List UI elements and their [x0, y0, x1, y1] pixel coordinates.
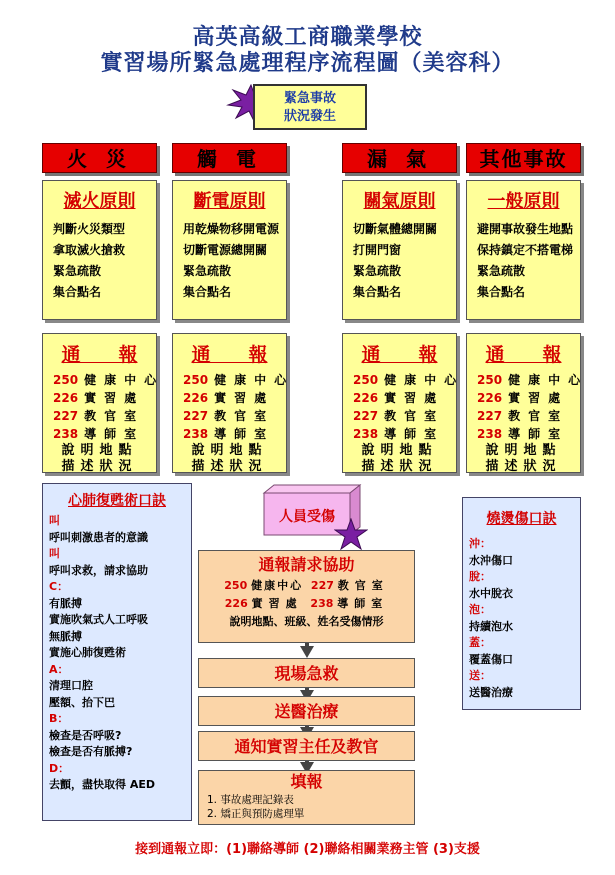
contact-row	[43, 425, 156, 443]
report-footer-status: 描述狀況	[61, 459, 138, 474]
list-item: 用乾燥物移開電源	[183, 222, 280, 236]
cpr-line: 叫	[49, 514, 60, 527]
notify-label: 通知實習主任及教官	[234, 737, 379, 756]
list-item: 避開事故發生地點	[477, 222, 574, 236]
list-item: 保持鎮定不搭電梯	[477, 243, 574, 257]
hospital-label: 送醫治療	[274, 702, 339, 721]
contact-label: 實習處	[214, 391, 275, 405]
list-item: 集合點名	[477, 285, 526, 299]
first-aid-step	[198, 658, 415, 688]
contact-label: 導師室	[214, 427, 275, 441]
list-item: 切斷氣體總開關	[353, 222, 438, 236]
report-footer-location: 說明地點	[485, 443, 562, 458]
report-heading: 通 報	[61, 344, 138, 366]
cpr-line: 有脈搏	[49, 596, 82, 610]
cpr-line: D：	[49, 761, 70, 775]
contact-row	[173, 371, 295, 389]
gas-report-box	[342, 333, 465, 474]
contact-label: 教官室	[214, 409, 275, 423]
list-item: 拿取滅火搶救	[53, 243, 126, 257]
gas-principle-box	[342, 180, 457, 320]
star-icon	[334, 518, 368, 550]
list-item: 集合點名	[353, 285, 402, 299]
report-form-title: 填報	[290, 772, 323, 791]
list-item: 集合點名	[53, 285, 102, 299]
contact-label: 健康中心	[214, 373, 295, 387]
category-gas: 漏 氣	[342, 143, 457, 173]
report-footer-status: 描述狀況	[485, 459, 562, 474]
cpr-line: 無脈搏	[49, 629, 82, 643]
cpr-line: 呼叫刺激患者的意識	[49, 530, 148, 544]
contact-number: 227	[53, 409, 79, 423]
contact-row	[343, 389, 456, 407]
contact-number: 238	[53, 427, 79, 441]
burn-line: 蓋：	[469, 636, 491, 649]
burn-line: 持續泡水	[469, 619, 513, 633]
contact-label: 教官室	[384, 409, 445, 423]
fire-principle-box	[42, 180, 157, 320]
help-note: 說明地點、班級、姓名受傷情形	[229, 615, 384, 628]
cpr-line: 檢查是否有脈搏?	[49, 745, 133, 758]
other-report-box	[466, 333, 589, 474]
contact-number: 238	[477, 427, 503, 441]
list-item: 打開門窗	[353, 243, 402, 257]
hospital-step	[198, 696, 415, 726]
cpr-title: 心肺復甦術口訣	[68, 493, 166, 509]
other-principle-box	[466, 180, 581, 320]
burn-title: 燒燙傷口訣	[486, 511, 557, 527]
contact-number: 238	[310, 597, 334, 610]
contact-label: 健康中心	[84, 373, 165, 387]
help-request-box	[198, 550, 415, 643]
electric-principle-title: 斷電原則	[193, 191, 266, 212]
contact-number: 226	[53, 391, 79, 405]
contact-number: 226	[224, 597, 248, 610]
contact-label: 健康中心	[508, 373, 589, 387]
contact-number: 250	[353, 373, 379, 387]
burn-line: 水沖傷口	[469, 553, 513, 567]
electric-principle-box	[172, 180, 287, 320]
cpr-line: 叫	[49, 547, 60, 560]
report-footer-status: 描述狀況	[191, 459, 268, 474]
burn-line: 沖：	[469, 537, 491, 550]
help-title: 通報請求協助	[258, 555, 355, 574]
fire-report-box	[42, 333, 165, 474]
page-subtitle: 實習場所緊急處理程序流程圖（美容科）	[100, 51, 515, 76]
contact-label: 教官室	[84, 409, 145, 423]
contact-row	[343, 407, 456, 425]
list-item: 集合點名	[183, 285, 232, 299]
contact-label: 導師室	[508, 427, 569, 441]
cpr-line: 清理口腔	[49, 679, 93, 692]
report-footer-location: 說明地點	[361, 443, 438, 458]
contact-label: 實習處	[508, 391, 569, 405]
contact-number: 227	[183, 409, 209, 423]
burn-line: 送醫治療	[469, 685, 513, 699]
contact-row	[343, 425, 456, 443]
first-aid-label: 現場急救	[274, 664, 339, 683]
contact-row	[173, 425, 286, 443]
category-other: 其他事故	[466, 143, 581, 173]
contact-label: 教官室	[337, 579, 389, 592]
cpr-line: A：	[49, 662, 69, 676]
cpr-line: C：	[49, 580, 69, 593]
contact-row	[343, 371, 465, 389]
contact-row	[173, 389, 286, 407]
burn-line: 送：	[469, 669, 491, 682]
contact-number: 238	[183, 427, 209, 441]
list-item: 1. 事故處理記錄表	[207, 794, 294, 806]
cpr-mnemonic-box	[42, 483, 192, 821]
burn-line: 覆蓋傷口	[469, 652, 513, 666]
contact-label: 實習處	[384, 391, 445, 405]
cpr-line: B：	[49, 712, 69, 725]
report-heading: 通 報	[485, 344, 562, 366]
footer-instruction: 接到通報立即：(1)聯絡導師 (2)聯絡相關業務主管 (3)支援	[135, 842, 480, 857]
notify-step	[198, 731, 415, 761]
contact-label: 導師室	[337, 597, 389, 610]
list-item: 2. 矯正與預防處理單	[207, 808, 305, 820]
contact-row	[467, 425, 580, 443]
report-footer-location: 說明地點	[61, 443, 138, 458]
other-principle-title: 一般原則	[487, 191, 560, 212]
contact-number: 250	[477, 373, 503, 387]
category-electric: 觸 電	[172, 143, 287, 173]
contact-row	[43, 407, 156, 425]
fire-principle-title: 滅火原則	[63, 191, 136, 212]
report-heading: 通 報	[361, 344, 438, 366]
cpr-line: 呼叫求救，請求協助	[49, 563, 148, 577]
burn-mnemonic-box	[462, 497, 581, 710]
cpr-line: 去顫，盡快取得 AED	[49, 778, 155, 791]
contact-number: 226	[183, 391, 209, 405]
report-footer-location: 說明地點	[191, 443, 268, 458]
list-item: 緊急疏散	[53, 264, 102, 278]
cpr-line: 實施吹氣式人工呼吸	[49, 613, 148, 626]
report-heading: 通 報	[191, 344, 268, 366]
list-item: 切斷電源總開關	[183, 243, 268, 257]
cpr-line: 壓額、抬下巴	[49, 695, 115, 709]
contact-label: 實習處	[84, 391, 145, 405]
report-footer-status: 描述狀況	[361, 459, 438, 474]
contact-number: 226	[353, 391, 379, 405]
arrow-down-icon	[300, 646, 314, 658]
contact-label: 實習處	[251, 597, 303, 610]
contact-number: 250	[53, 373, 79, 387]
list-item: 緊急疏散	[353, 264, 402, 278]
contact-number: 250	[224, 579, 248, 592]
electric-report-box	[172, 333, 295, 474]
contact-number: 238	[353, 427, 379, 441]
contact-row	[467, 389, 580, 407]
contact-number: 227	[477, 409, 503, 423]
contact-row	[43, 371, 165, 389]
contact-number: 250	[183, 373, 209, 387]
burn-line: 泡：	[469, 603, 491, 616]
list-item: 緊急疏散	[477, 264, 526, 278]
contact-number: 227	[310, 579, 334, 592]
contact-label: 教官室	[508, 409, 569, 423]
contact-row	[467, 371, 589, 389]
gas-principle-title: 關氣原則	[363, 191, 436, 212]
contact-number: 226	[477, 391, 503, 405]
contact-row	[173, 407, 286, 425]
contact-label: 健康中心	[251, 579, 304, 592]
contact-number: 227	[353, 409, 379, 423]
contact-label: 導師室	[384, 427, 445, 441]
event-line2: 狀況發生	[283, 109, 336, 124]
cpr-line: 實施心肺復甦術	[49, 646, 126, 659]
contact-label: 健康中心	[384, 373, 465, 387]
contact-label: 導師室	[84, 427, 145, 441]
injury-label: 人員受傷	[279, 509, 335, 525]
page-title: 高英高級工商職業學校	[192, 25, 423, 50]
contact-row	[43, 389, 156, 407]
contact-row	[467, 407, 580, 425]
event-line1: 緊急事故	[283, 91, 336, 106]
cpr-line: 檢查是否呼吸?	[49, 728, 122, 742]
report-form-step	[198, 770, 415, 825]
list-item: 緊急疏散	[183, 264, 232, 278]
burn-line: 水中脫衣	[469, 586, 513, 600]
list-item: 判斷火災類型	[53, 222, 126, 236]
category-fire: 火 災	[42, 143, 157, 173]
burn-line: 脫：	[469, 570, 491, 583]
emergency-event-box	[253, 84, 367, 130]
